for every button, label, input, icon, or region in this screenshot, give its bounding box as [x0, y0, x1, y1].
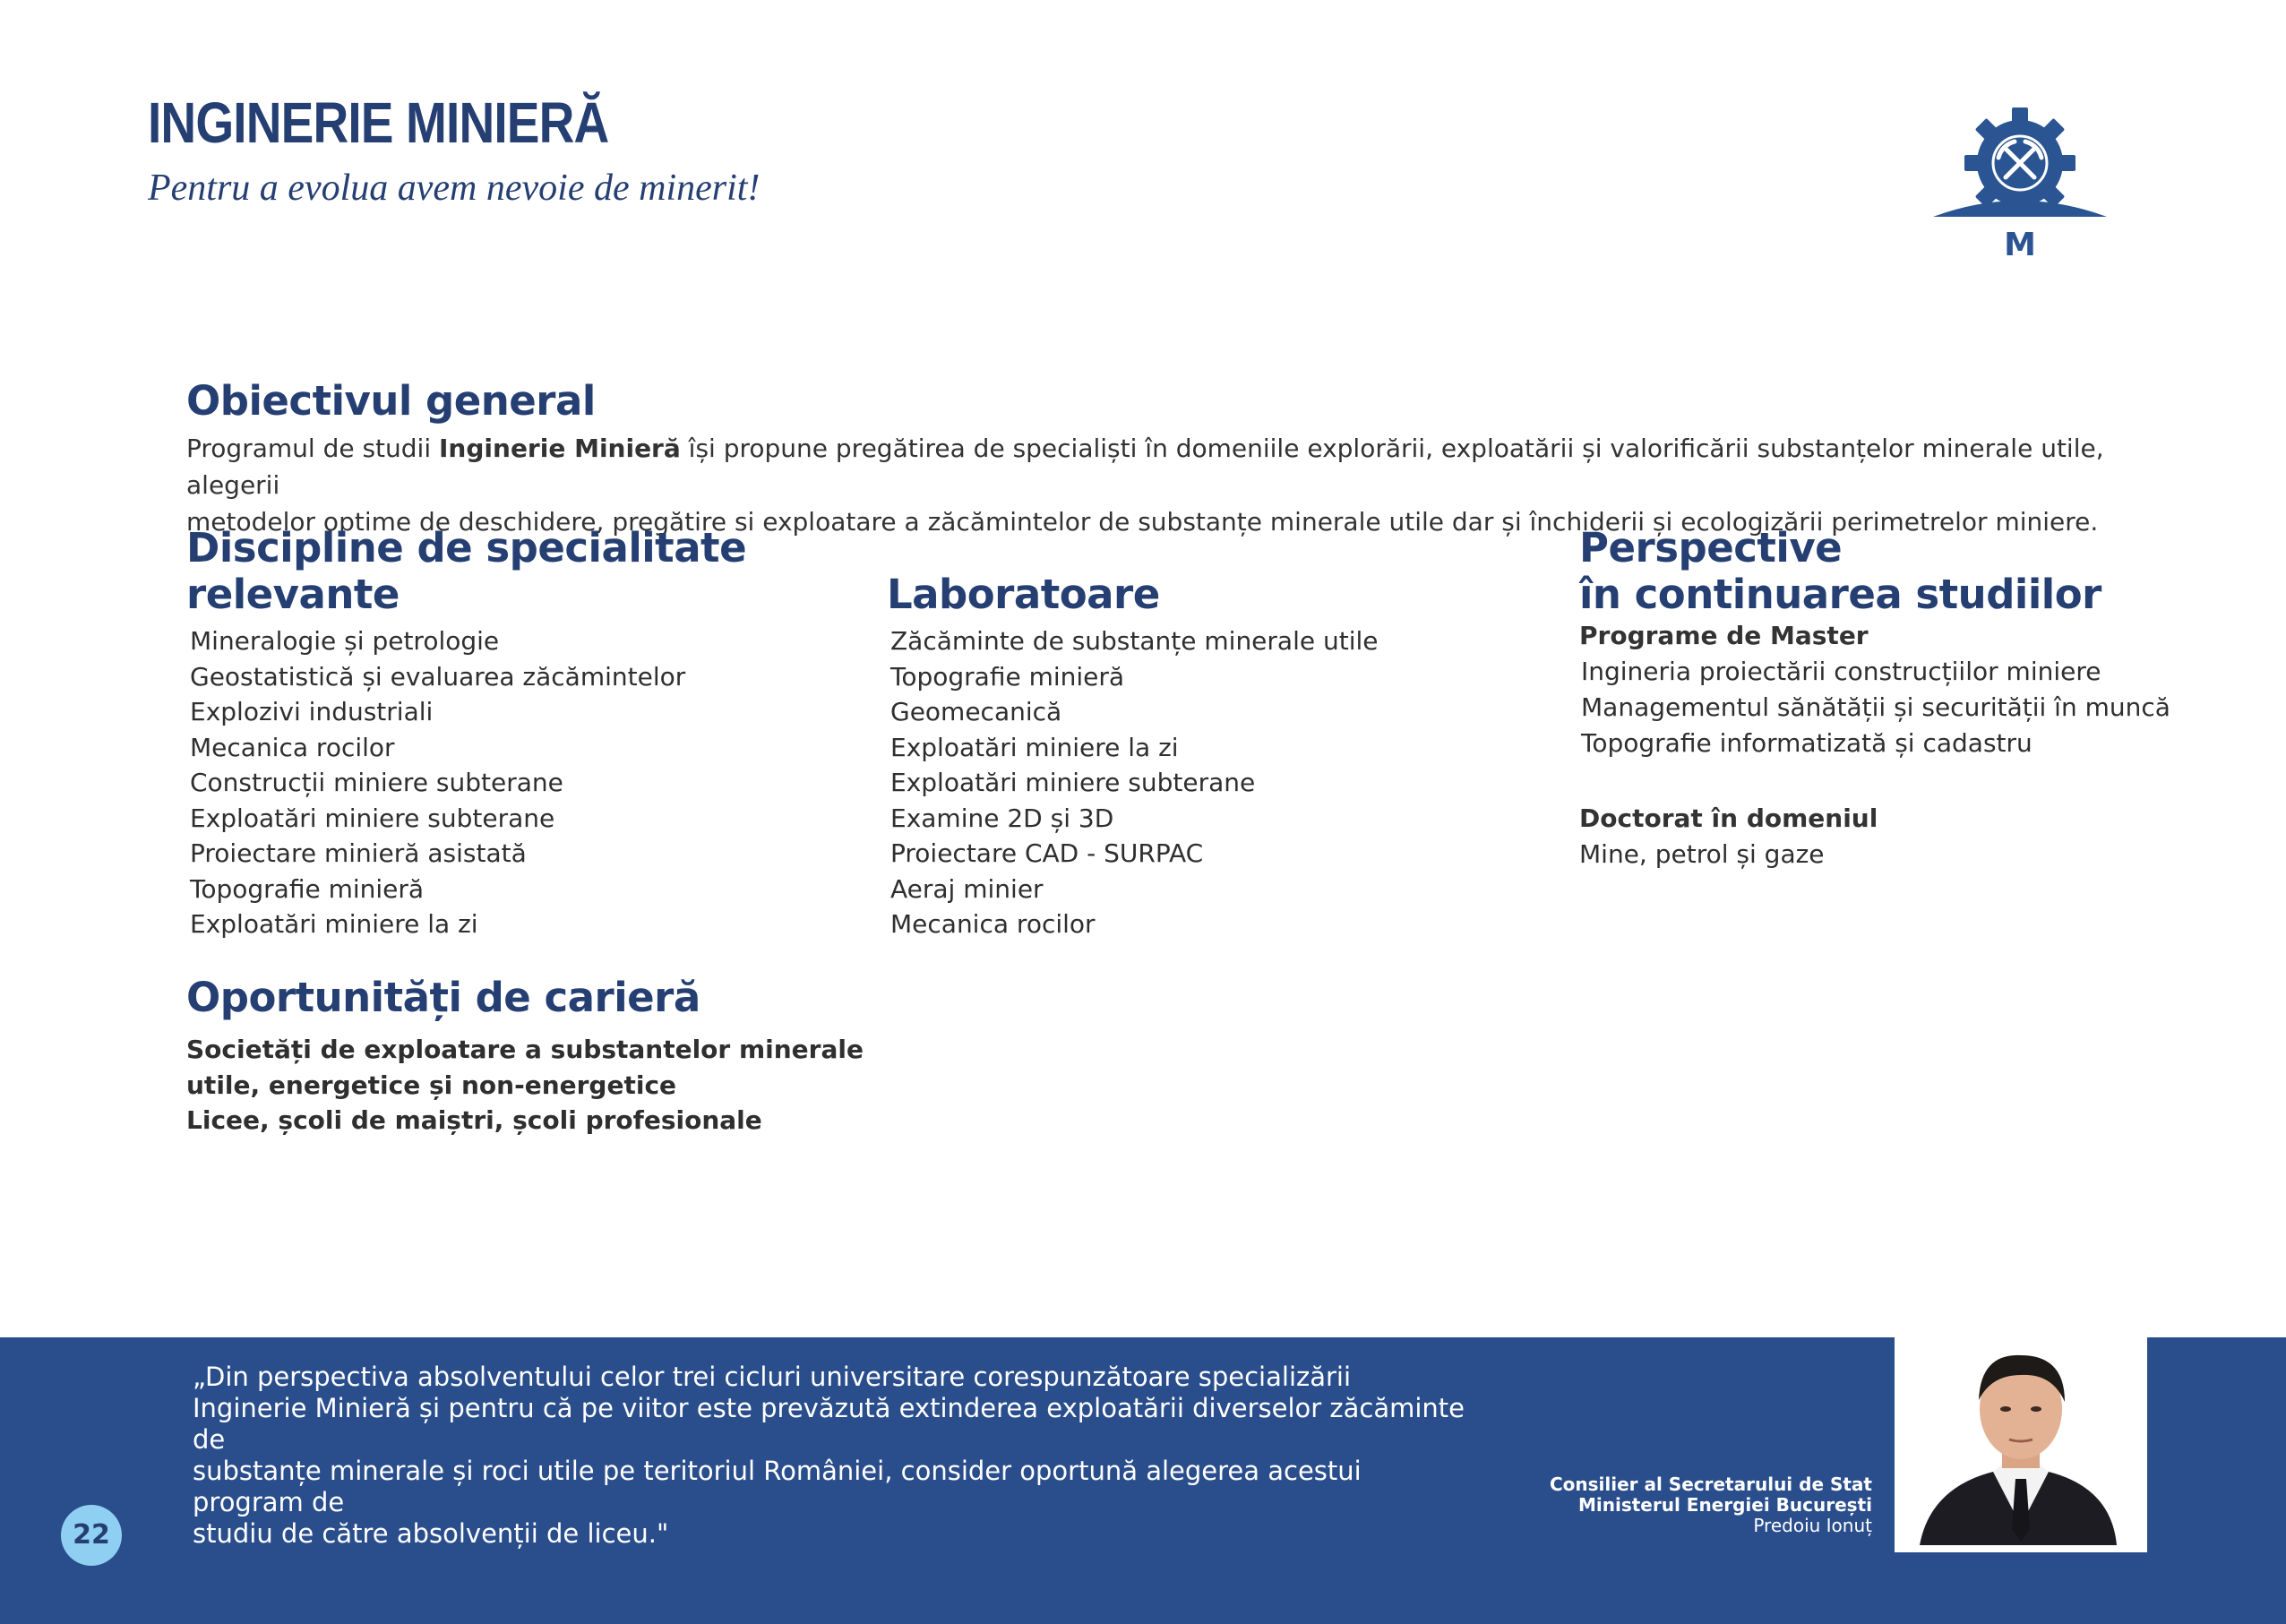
master-label: Programe de Master	[1579, 621, 1869, 650]
disciplines-heading	[186, 525, 867, 618]
list-item: Exploatări miniere subterane	[890, 768, 1256, 797]
perspectives-heading	[1579, 525, 2224, 618]
list-item: Construcții miniere subterane	[190, 768, 563, 797]
list-item: Aeraj minier	[890, 873, 1044, 904]
mining-logo	[1926, 107, 2114, 269]
perspectives-heading-line2: în continuarea studiilor	[1579, 571, 2101, 618]
objective-section	[186, 378, 2157, 540]
list-item: Societăți de exploatare a substantelor minerale	[186, 1035, 864, 1064]
list-item: Mecanica rocilor	[890, 909, 1096, 939]
disciplines-heading-line1: Discipline de specialitate	[186, 524, 747, 571]
disciplines-list	[186, 623, 867, 942]
laboratories-list	[887, 623, 1568, 942]
list-item: Mineralogie și petrologie	[190, 626, 500, 656]
gear-pickaxe-icon	[1926, 107, 2114, 269]
list-item: Proiectare CAD - SURPAC	[890, 838, 1204, 868]
doctorate-value: Mine, petrol și gaze	[1579, 839, 1825, 869]
list-item: Licee, școli de maiștri, școli profesionale	[186, 1105, 762, 1135]
testimonial-quote	[193, 1362, 1465, 1550]
quote-line: „Din perspectiva absolventului celor trei cicluri universitare corespunzătoare specializării	[193, 1362, 1352, 1392]
list-item: Exploatări miniere la zi	[190, 909, 478, 939]
caption-name: Predoiu Ionuț	[1753, 1515, 1872, 1536]
caption-role: Consilier al Secretarului de Stat	[1549, 1474, 1872, 1495]
page-title: INGINERIE MINIERĂ	[148, 90, 609, 155]
list-item: Geomecanică	[890, 697, 1062, 726]
list-item: Exploatări miniere la zi	[890, 732, 1179, 762]
logo-letter: M	[2004, 227, 2036, 263]
list-item: Zăcăminte de substanțe minerale utile	[890, 626, 1379, 656]
career-heading: Oportunități de carieră	[186, 974, 700, 1021]
master-list	[1579, 654, 2224, 761]
list-item: Topografie minieră	[190, 873, 425, 904]
disciplines-section	[186, 525, 867, 942]
career-list	[186, 1032, 993, 1139]
objective-heading: Obiectivul general	[186, 377, 596, 425]
list-item: Proiectare minieră asistată	[190, 838, 527, 868]
laboratories-section	[887, 571, 1568, 942]
list-item: utile, energetice și non-energetice	[186, 1070, 677, 1100]
laboratories-heading: Laboratoare	[887, 571, 1160, 618]
perspectives-section	[1579, 525, 2224, 872]
doctorate-label: Doctorat în domeniul	[1579, 803, 1878, 833]
objective-text-rest: își propune pregătirea de specialiști în domeniile explorării, exploatării și valorificării substanțelor minerale utile, alegerii	[186, 434, 2104, 500]
objective-text-start: Programul de studii	[186, 434, 440, 463]
list-item: Mecanica rocilor	[190, 732, 395, 762]
list-item: Ingineria proiectării construcțiilor miniere	[1581, 657, 2101, 686]
portrait-illustration	[1895, 1337, 2147, 1552]
list-item: Managementul sănătății și securității în muncă	[1581, 692, 2170, 722]
page-subtitle: Pentru a evolua avem nevoie de minerit!	[148, 168, 761, 209]
testimonial-caption	[1469, 1474, 1872, 1536]
list-item: Topografie minieră	[890, 661, 1125, 692]
career-section	[186, 975, 993, 1139]
quote-line: Inginerie Minieră și pentru că pe viitor este prevăzută extinderea exploatării diverselor zăcăminte de	[193, 1393, 1465, 1455]
objective-text-line2: metodelor optime de deschidere, pregătire si exploatare a zăcămintelor de substanțe minerale utile dar și închiderii și ecologizării perimetrelor miniere.	[186, 507, 2099, 537]
disciplines-heading-line2: relevante	[186, 571, 400, 618]
list-item: Explozivi industriali	[190, 697, 434, 726]
list-item: Topografie informatizată și cadastru	[1581, 728, 2032, 758]
perspectives-heading-line1: Perspective	[1579, 524, 1843, 571]
portrait-photo	[1895, 1337, 2147, 1552]
page-number-badge: 22	[61, 1505, 122, 1566]
quote-line: studiu de către absolvenții de liceu."	[193, 1518, 669, 1549]
list-item: Exploatări miniere subterane	[190, 803, 555, 833]
list-item: Geostatistică și evaluarea zăcămintelor	[190, 661, 686, 692]
program-name: Inginerie Minieră	[439, 434, 681, 463]
caption-institution: Ministerul Energiei București	[1577, 1494, 1872, 1516]
quote-line: substanțe minerale și roci utile pe teritoriul României, consider oportună alegerea acestui program de	[193, 1456, 1362, 1517]
list-item: Examine 2D și 3D	[890, 803, 1114, 833]
